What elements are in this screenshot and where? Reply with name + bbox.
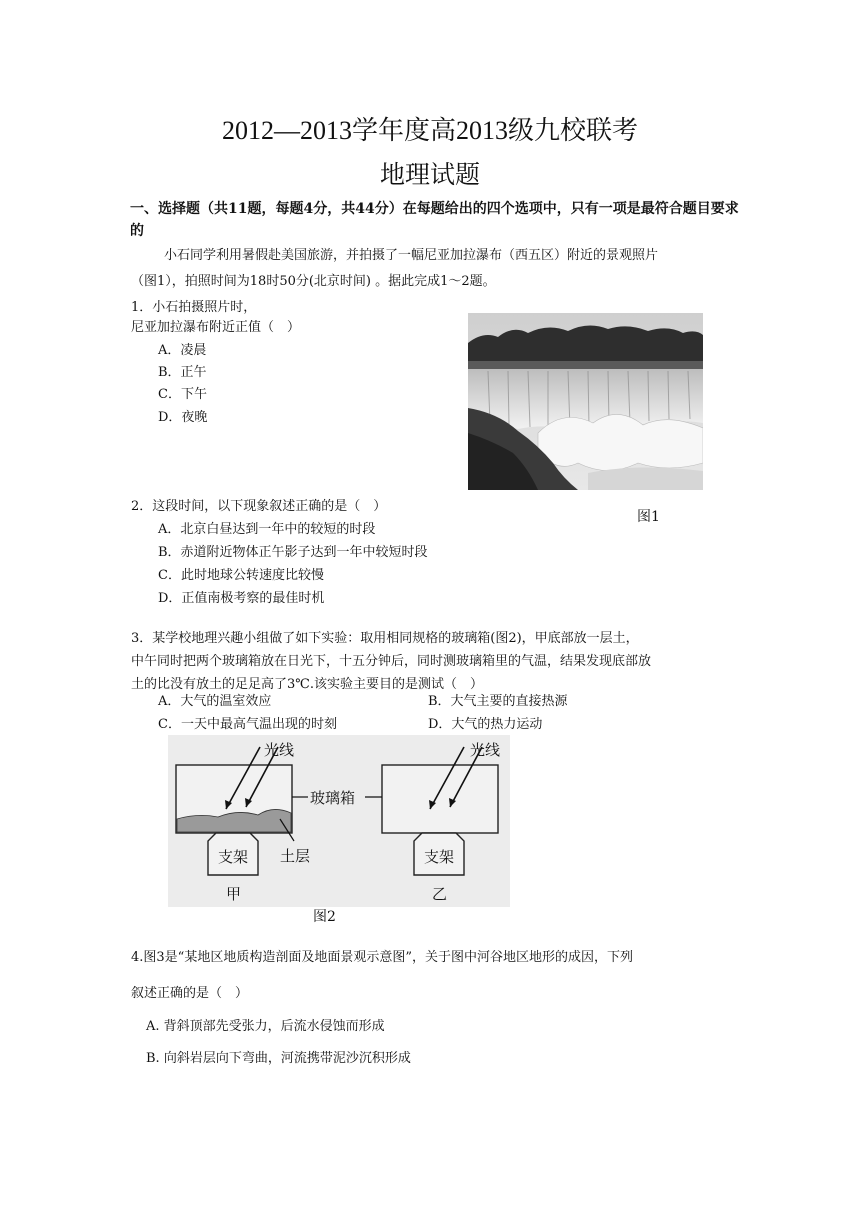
soil-layer-label: 土层	[280, 848, 311, 865]
intro-line-2: （图1），拍照时间为18时50分(北京时间) 。据此完成1～2题。	[131, 274, 496, 289]
light-label-left: 光线	[264, 742, 295, 759]
q4-option-a: A. 背斜顶部先受张力，后流水侵蚀而形成	[146, 1019, 385, 1034]
exam-subtitle: 地理试题	[379, 162, 480, 189]
intro-line-1: 小石同学利用暑假赴美国旅游，并拍摄了一幅尼亚加拉瀑布（西五区）附近的景观照片	[164, 248, 659, 263]
q2-option-c: C．此时地球公转速度比较慢	[158, 568, 324, 583]
q1-option-a: A．凌晨	[158, 343, 207, 358]
box-label-jia: 甲	[226, 886, 242, 903]
q3-option-d: D．大气的热力运动	[428, 717, 543, 732]
waterfall-photo	[468, 313, 703, 490]
q2-stem: 2．这段时间，以下现象叙述正确的是（ ）	[131, 499, 387, 514]
q2-option-d: D．正值南极考察的最佳时机	[158, 591, 325, 606]
stand-label-right: 支架	[424, 849, 455, 866]
q1-option-c: C．下午	[158, 387, 207, 402]
q3-stem-2: 中午同时把两个玻璃箱放在日光下，十五分钟后，同时测玻璃箱里的气温，结果发现底部放	[131, 654, 652, 669]
glass-box-label: 玻璃箱	[310, 790, 356, 807]
q1-option-b: B．正午	[158, 365, 207, 380]
q3-option-a: A．大气的温室效应	[158, 694, 272, 709]
q2-option-a: A．北京白昼达到一年中的较短的时段	[158, 522, 376, 537]
q3-option-b: B．大气主要的直接热源	[428, 694, 568, 709]
q2-option-b: B．赤道附近物体正午影子达到一年中较短时段	[158, 545, 428, 560]
q1-stem-1: 1．小石拍摄照片时，	[131, 300, 257, 315]
q1-stem-2: 尼亚加拉瀑布附近正值（ ）	[131, 320, 301, 335]
q4-option-b: B. 向斜岩层向下弯曲，河流携带泥沙沉积形成	[146, 1051, 411, 1066]
q3-stem-3: 土的比没有放土的足足高了3℃.该实验主要目的是测试（ ）	[131, 677, 483, 692]
q4-stem-1: 4.图3是“某地区地质构造剖面及地面景观示意图”，关于图中河谷地区地形的成因，下列	[131, 950, 633, 965]
stand-label-left: 支架	[218, 849, 249, 866]
figure-2-caption: 图2	[313, 909, 336, 925]
glass-box-diagram	[168, 735, 510, 907]
q1-option-d: D．夜晚	[158, 410, 208, 425]
light-label-right: 光线	[470, 742, 501, 759]
q4-stem-2: 叙述正确的是（ ）	[131, 986, 249, 1001]
box-label-yi: 乙	[432, 886, 448, 903]
figure-1-caption: 图1	[637, 509, 660, 525]
exam-title: 2012—2013学年度高2013级九校联考	[221, 116, 638, 145]
q3-option-c: C．一天中最高气温出现的时刻	[158, 717, 337, 732]
section-heading: 一、选择题（共11题，每题4分，共44分）在每题给出的四个选项中，只有一项是最符合题目要求的	[130, 201, 739, 239]
q3-stem-1: 3．某学校地理兴趣小组做了如下实验：取用相同规格的玻璃箱(图2)，甲底部放一层土，	[131, 631, 639, 646]
